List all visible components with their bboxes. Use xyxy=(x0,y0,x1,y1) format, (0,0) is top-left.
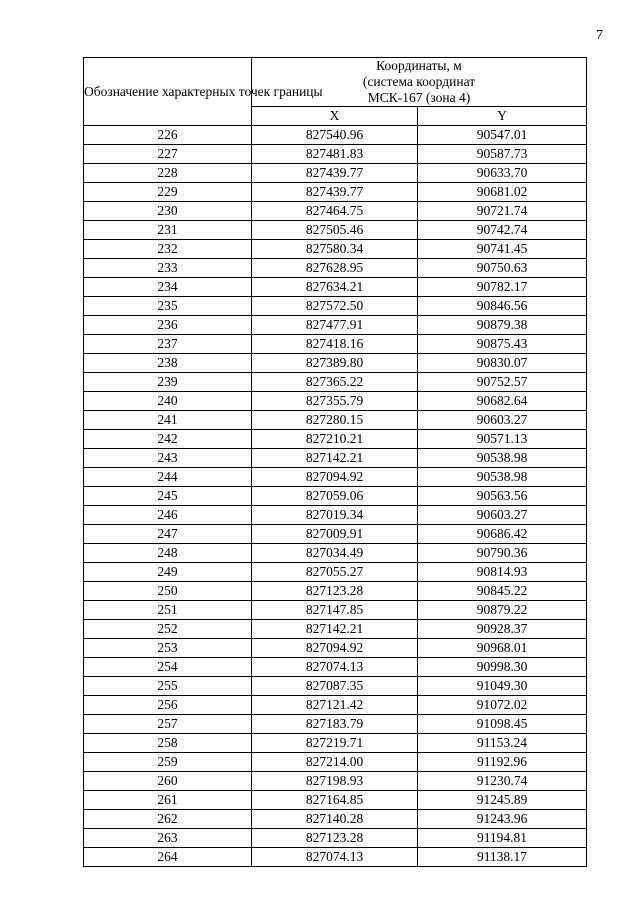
cell-x: 827087.35 xyxy=(252,677,418,696)
table-row xyxy=(84,430,587,449)
table-row xyxy=(84,829,587,848)
cell-x: 827580.34 xyxy=(252,240,418,259)
cell-point: 260 xyxy=(84,772,252,791)
cell-y: 90633.70 xyxy=(418,164,587,183)
cell-y: 90928.37 xyxy=(418,620,587,639)
cell-x: 827389.80 xyxy=(252,354,418,373)
cell-point: 250 xyxy=(84,582,252,601)
cell-x: 827121.42 xyxy=(252,696,418,715)
header-x: X xyxy=(252,107,418,126)
cell-y: 90721.74 xyxy=(418,202,587,221)
cell-y: 90682.64 xyxy=(418,392,587,411)
table-row xyxy=(84,620,587,639)
cell-y: 90879.38 xyxy=(418,316,587,335)
cell-y: 90603.27 xyxy=(418,411,587,430)
cell-y: 90571.13 xyxy=(418,430,587,449)
cell-x: 827214.00 xyxy=(252,753,418,772)
cell-x: 827365.22 xyxy=(252,373,418,392)
cell-point: 249 xyxy=(84,563,252,582)
cell-point: 238 xyxy=(84,354,252,373)
table-row xyxy=(84,791,587,810)
table-header xyxy=(84,58,587,126)
cell-x: 827439.77 xyxy=(252,183,418,202)
cell-point: 236 xyxy=(84,316,252,335)
table-row xyxy=(84,259,587,278)
cell-x: 827198.93 xyxy=(252,772,418,791)
cell-x: 827094.92 xyxy=(252,639,418,658)
cell-x: 827540.96 xyxy=(252,126,418,145)
table-row xyxy=(84,297,587,316)
cell-y: 90830.07 xyxy=(418,354,587,373)
cell-point: 228 xyxy=(84,164,252,183)
cell-y: 91049.30 xyxy=(418,677,587,696)
cell-point: 237 xyxy=(84,335,252,354)
cell-point: 239 xyxy=(84,373,252,392)
table-row xyxy=(84,563,587,582)
cell-x: 827147.85 xyxy=(252,601,418,620)
cell-point: 227 xyxy=(84,145,252,164)
cell-y: 90968.01 xyxy=(418,639,587,658)
table-row xyxy=(84,696,587,715)
cell-x: 827074.13 xyxy=(252,658,418,677)
cell-x: 827439.77 xyxy=(252,164,418,183)
cell-y: 90875.43 xyxy=(418,335,587,354)
cell-point: 254 xyxy=(84,658,252,677)
cell-point: 226 xyxy=(84,126,252,145)
table-row xyxy=(84,715,587,734)
cell-point: 230 xyxy=(84,202,252,221)
cell-y: 91230.74 xyxy=(418,772,587,791)
cell-point: 244 xyxy=(84,468,252,487)
cell-point: 259 xyxy=(84,753,252,772)
cell-x: 827418.16 xyxy=(252,335,418,354)
header-coordinates-line3: МСК-167 (зона 4) xyxy=(367,90,471,105)
cell-x: 827055.27 xyxy=(252,563,418,582)
cell-x: 827355.79 xyxy=(252,392,418,411)
table-row xyxy=(84,544,587,563)
table-row xyxy=(84,582,587,601)
cell-x: 827464.75 xyxy=(252,202,418,221)
cell-x: 827505.46 xyxy=(252,221,418,240)
cell-x: 827123.28 xyxy=(252,829,418,848)
cell-x: 827142.21 xyxy=(252,620,418,639)
table-row xyxy=(84,772,587,791)
cell-y: 90879.22 xyxy=(418,601,587,620)
table-row xyxy=(84,677,587,696)
cell-point: 253 xyxy=(84,639,252,658)
cell-y: 91098.45 xyxy=(418,715,587,734)
cell-x: 827074.13 xyxy=(252,848,418,867)
cell-point: 242 xyxy=(84,430,252,449)
table-row xyxy=(84,183,587,202)
cell-y: 90538.98 xyxy=(418,449,587,468)
cell-x: 827140.28 xyxy=(252,810,418,829)
cell-point: 248 xyxy=(84,544,252,563)
cell-point: 247 xyxy=(84,525,252,544)
header-point-designation: Обозначение характерных точек границы xyxy=(84,58,252,126)
cell-point: 231 xyxy=(84,221,252,240)
cell-y: 91194.81 xyxy=(418,829,587,848)
table-row xyxy=(84,354,587,373)
page-number: 7 xyxy=(596,28,603,43)
coordinates-table xyxy=(83,57,587,867)
table-row xyxy=(84,411,587,430)
table-row xyxy=(84,278,587,297)
cell-y: 90782.17 xyxy=(418,278,587,297)
cell-y: 90563.56 xyxy=(418,487,587,506)
cell-y: 90547.01 xyxy=(418,126,587,145)
cell-y: 91245.89 xyxy=(418,791,587,810)
table-row xyxy=(84,468,587,487)
cell-point: 234 xyxy=(84,278,252,297)
cell-y: 90686.42 xyxy=(418,525,587,544)
cell-x: 827219.71 xyxy=(252,734,418,753)
cell-x: 827477.91 xyxy=(252,316,418,335)
cell-point: 241 xyxy=(84,411,252,430)
cell-point: 258 xyxy=(84,734,252,753)
cell-x: 827628.95 xyxy=(252,259,418,278)
cell-x: 827059.06 xyxy=(252,487,418,506)
table-row xyxy=(84,810,587,829)
table-row xyxy=(84,658,587,677)
table-row xyxy=(84,601,587,620)
cell-y: 90587.73 xyxy=(418,145,587,164)
cell-point: 263 xyxy=(84,829,252,848)
cell-point: 232 xyxy=(84,240,252,259)
cell-x: 827481.83 xyxy=(252,145,418,164)
header-y: Y xyxy=(418,107,587,126)
table-row xyxy=(84,487,587,506)
table-row xyxy=(84,240,587,259)
cell-x: 827142.21 xyxy=(252,449,418,468)
cell-y: 90681.02 xyxy=(418,183,587,202)
header-coordinates-line2: (система координат xyxy=(362,74,476,89)
table-row xyxy=(84,848,587,867)
cell-point: 240 xyxy=(84,392,252,411)
cell-y: 90846.56 xyxy=(418,297,587,316)
cell-point: 235 xyxy=(84,297,252,316)
table-row xyxy=(84,392,587,411)
cell-point: 229 xyxy=(84,183,252,202)
cell-point: 252 xyxy=(84,620,252,639)
cell-point: 256 xyxy=(84,696,252,715)
table-row xyxy=(84,639,587,658)
cell-y: 91153.24 xyxy=(418,734,587,753)
cell-y: 90741.45 xyxy=(418,240,587,259)
cell-y: 90814.93 xyxy=(418,563,587,582)
cell-point: 257 xyxy=(84,715,252,734)
cell-x: 827123.28 xyxy=(252,582,418,601)
cell-y: 90742.74 xyxy=(418,221,587,240)
cell-point: 245 xyxy=(84,487,252,506)
cell-y: 90998.30 xyxy=(418,658,587,677)
cell-y: 91138.17 xyxy=(418,848,587,867)
table-row xyxy=(84,449,587,468)
table-row xyxy=(84,506,587,525)
table-row xyxy=(84,164,587,183)
cell-x: 827164.85 xyxy=(252,791,418,810)
cell-y: 91072.02 xyxy=(418,696,587,715)
cell-point: 246 xyxy=(84,506,252,525)
cell-x: 827094.92 xyxy=(252,468,418,487)
cell-x: 827572.50 xyxy=(252,297,418,316)
cell-point: 251 xyxy=(84,601,252,620)
cell-y: 90752.57 xyxy=(418,373,587,392)
cell-point: 233 xyxy=(84,259,252,278)
table-row xyxy=(84,202,587,221)
cell-point: 255 xyxy=(84,677,252,696)
cell-point: 243 xyxy=(84,449,252,468)
table-row xyxy=(84,221,587,240)
table-row xyxy=(84,335,587,354)
table-row xyxy=(84,316,587,335)
table-row xyxy=(84,734,587,753)
cell-x: 827183.79 xyxy=(252,715,418,734)
cell-y: 90790.36 xyxy=(418,544,587,563)
table-row xyxy=(84,126,587,145)
table-row xyxy=(84,145,587,164)
cell-y: 90845.22 xyxy=(418,582,587,601)
table-row xyxy=(84,373,587,392)
cell-y: 90750.63 xyxy=(418,259,587,278)
header-coordinates-line1: Координаты, м xyxy=(376,58,462,73)
cell-y: 90603.27 xyxy=(418,506,587,525)
table-row xyxy=(84,525,587,544)
table-body xyxy=(84,126,587,867)
table-row xyxy=(84,753,587,772)
cell-y: 90538.98 xyxy=(418,468,587,487)
cell-point: 261 xyxy=(84,791,252,810)
cell-x: 827034.49 xyxy=(252,544,418,563)
cell-y: 91243.96 xyxy=(418,810,587,829)
header-coordinates xyxy=(252,58,587,107)
cell-x: 827019.34 xyxy=(252,506,418,525)
cell-x: 827280.15 xyxy=(252,411,418,430)
cell-point: 264 xyxy=(84,848,252,867)
cell-point: 262 xyxy=(84,810,252,829)
cell-x: 827634.21 xyxy=(252,278,418,297)
cell-x: 827210.21 xyxy=(252,430,418,449)
cell-x: 827009.91 xyxy=(252,525,418,544)
cell-y: 91192.96 xyxy=(418,753,587,772)
